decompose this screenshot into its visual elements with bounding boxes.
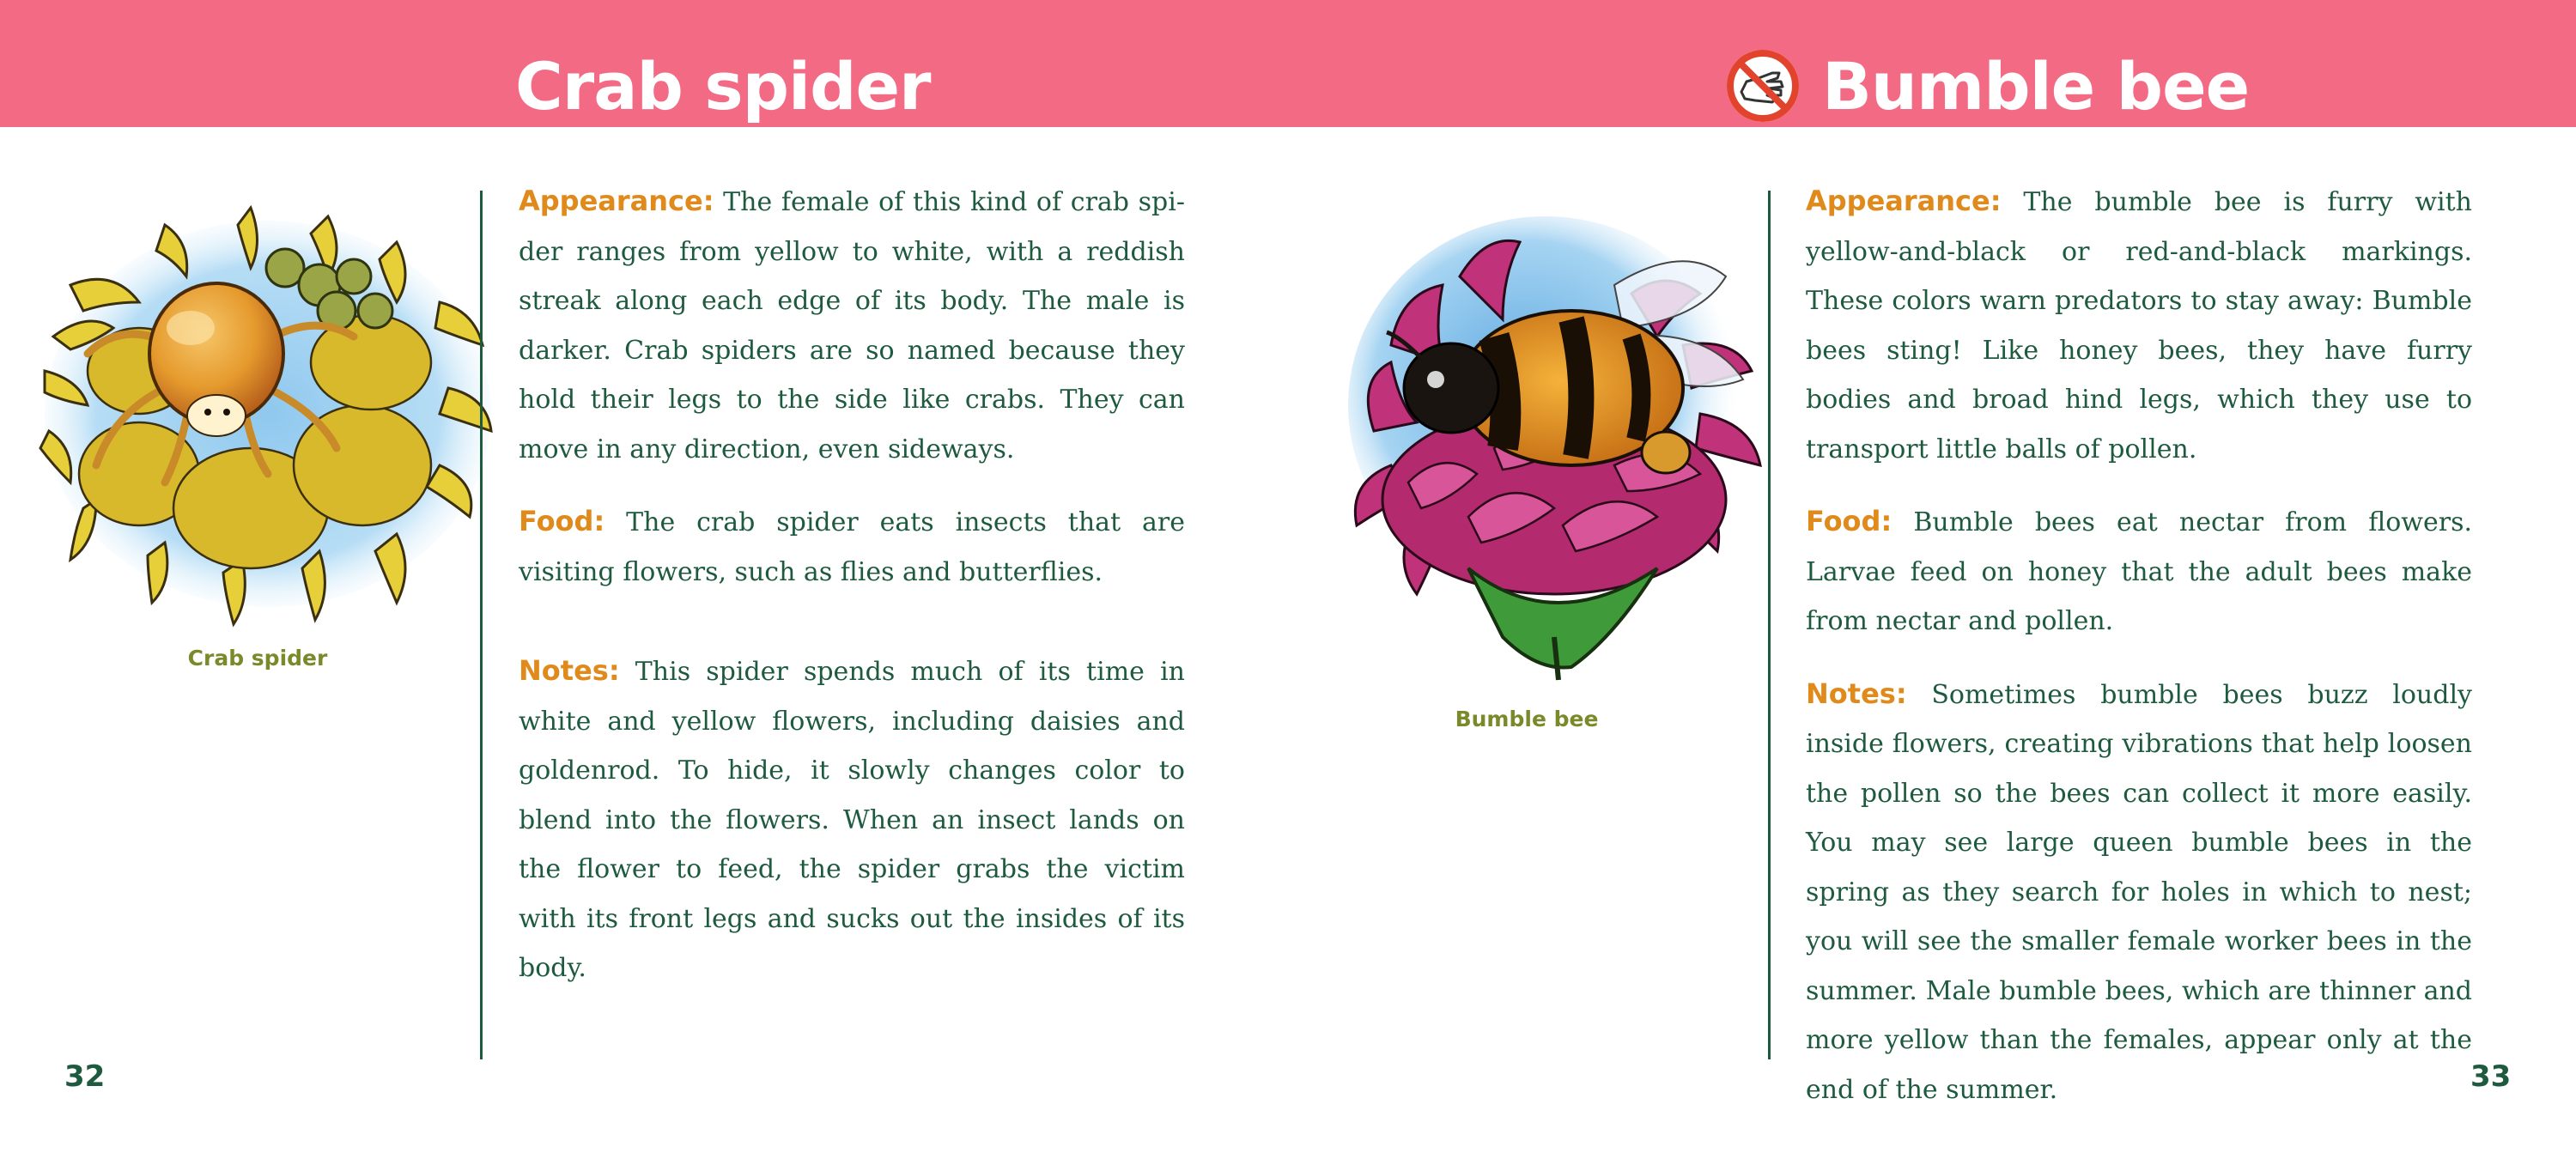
appearance-text: The bumble bee is furry with yellow-and-black or red-and-black markings. These colors warn predators to stay away: Bumble bees sting! Like honey bees, they have furry bodies and broad hind legs, which they use to transport little balls of pollen.	[1806, 187, 2472, 464]
food-text: The crab spider eats insects that are visiting flowers, such as flies and butterflies.	[519, 507, 1185, 587]
notes-label: Notes:	[519, 654, 620, 687]
bumble-bee-description	[1806, 177, 2472, 1114]
appearance-label: Appearance:	[1806, 185, 2002, 217]
notes-paragraph	[1806, 670, 2472, 1115]
notes-label: Notes:	[1806, 677, 1907, 710]
crab-spider-description	[519, 177, 1185, 993]
appearance-paragraph	[1806, 177, 2472, 474]
appearance-paragraph	[519, 177, 1185, 474]
crab-spider-illustration	[36, 191, 500, 637]
notes-text: This spider spends much of its time in white and yellow flowers, including daisies and goldenrod. To hide, it slowly changes color to blend into the flowers. When an insect lands on the flower to feed, the spider grabs the victim with its front legs and sucks out the insides of its body.	[519, 657, 1185, 983]
notes-paragraph	[519, 646, 1185, 993]
page-number-left: 32	[64, 1059, 106, 1094]
no-touching-icon	[1724, 47, 1801, 124]
notes-text: Sometimes bumble bees buzz loudly inside flowers, creating vibrations that help loosen the pollen so the bees can collect it more easily. You may see large queen bumble bees in the spring as they search for holes in which to nest; you will see the smaller female worker bees in the summer. Male bumble bees, which are thinner and more yellow than the females, appear only at the end of the summer.	[1806, 679, 2472, 1105]
bumble-bee-illustration	[1340, 191, 1786, 689]
column-divider-right	[1768, 191, 1771, 1059]
food-paragraph	[519, 497, 1185, 597]
crab-spider-caption: Crab spider	[187, 646, 328, 671]
page-title-left: Crab spider	[515, 48, 931, 124]
food-label: Food:	[519, 505, 605, 537]
appearance-text: The female of this kind of crab spider ranges from yellow to white, with a reddish streak along each edge of its body. The male is darker. Crab spiders are so named because they hold their legs to the side like crabs. They can move in any direction, even sideways.	[519, 187, 1185, 464]
appearance-label: Appearance:	[519, 185, 714, 217]
food-text: Bumble bees eat nectar from flowers. Larvae feed on honey that the adult bees make from nectar and pollen.	[1806, 507, 2472, 636]
page-number-right: 33	[2470, 1059, 2512, 1094]
bumble-bee-caption: Bumble bee	[1455, 707, 1599, 731]
page-title-right: Bumble bee	[1822, 48, 2250, 124]
column-divider-left	[480, 191, 483, 1059]
food-paragraph	[1806, 497, 2472, 646]
food-label: Food:	[1806, 505, 1893, 537]
